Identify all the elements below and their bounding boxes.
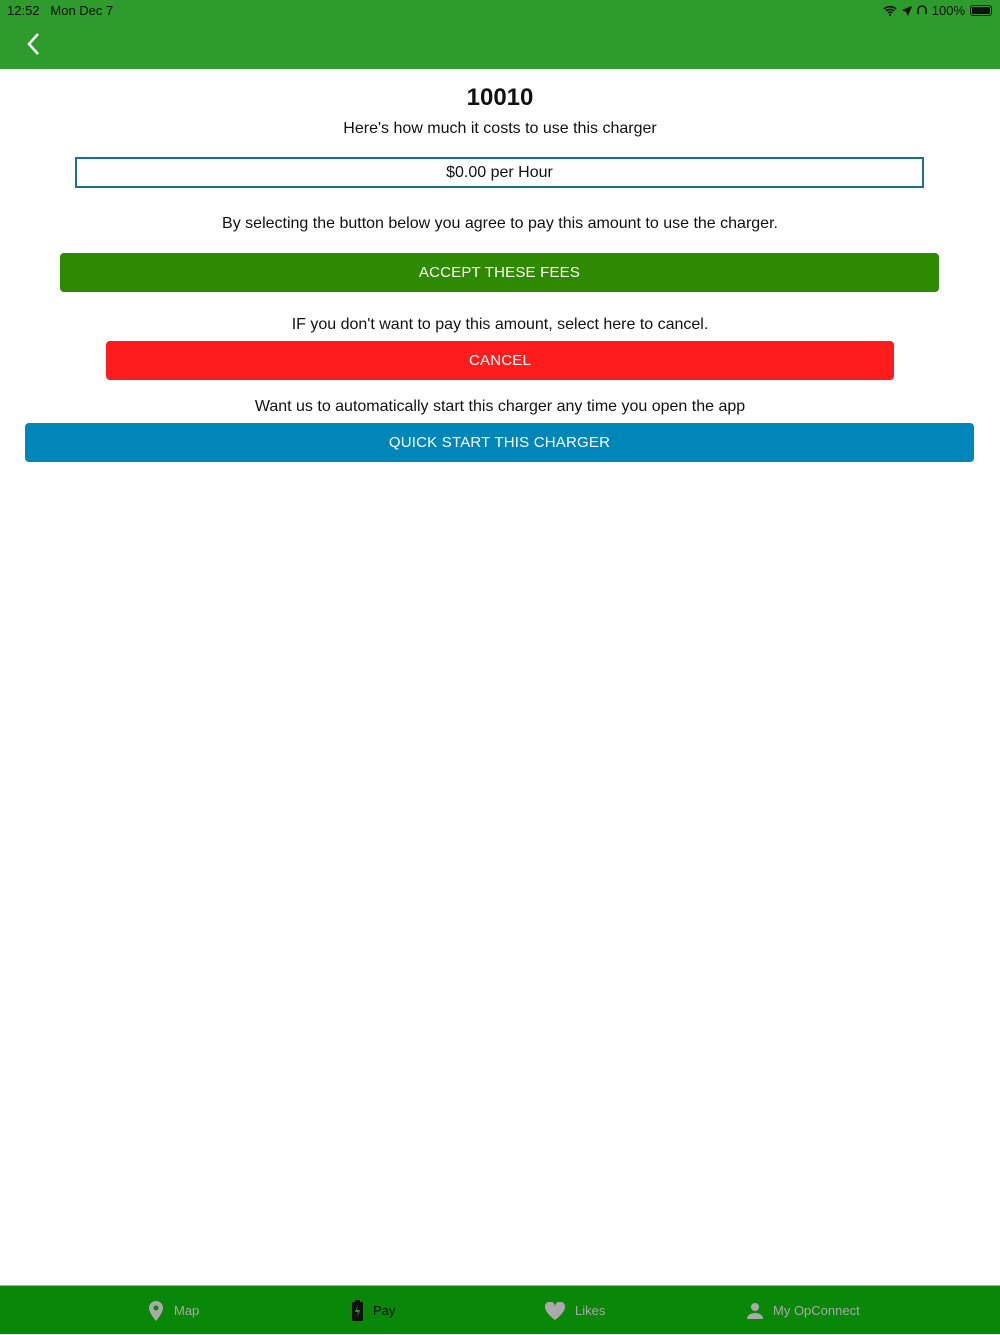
accept-fees-button[interactable]: ACCEPT THESE FEES (60, 253, 939, 292)
agree-text: By selecting the button below you agree to pay this amount to use the charger. (222, 215, 778, 232)
tab-label: My OpConnect (773, 1303, 860, 1318)
tab-bar (0, 1285, 1000, 1334)
time: 12:52 (7, 3, 40, 18)
cancel-button[interactable]: CANCEL (106, 341, 894, 380)
status-time (7, 3, 113, 18)
heart-icon (545, 1302, 565, 1320)
price-display: $0.00 per Hour (75, 157, 924, 188)
status-icons (883, 3, 992, 18)
person-icon (747, 1303, 763, 1319)
battery-icon (970, 5, 992, 16)
wifi-icon (883, 5, 897, 16)
quick-start-text: Want us to automatically start this charger any time you open the app (254, 398, 746, 415)
tab-likes[interactable] (545, 1286, 605, 1335)
tab-my-opconnect[interactable] (747, 1286, 860, 1335)
cancel-text: IF you don't want to pay this amount, select here to cancel. (291, 316, 709, 333)
location-icon (902, 6, 912, 16)
tab-label: Likes (575, 1303, 606, 1318)
battery-charge-icon (352, 1300, 363, 1321)
tab-label: Pay (373, 1303, 396, 1318)
charger-id-title: 10010 (466, 84, 534, 111)
tab-label: Map (174, 1303, 200, 1318)
tab-pay[interactable] (352, 1286, 395, 1335)
battery-percent: 100% (931, 3, 965, 18)
quick-start-button[interactable]: QUICK START THIS CHARGER (25, 423, 974, 462)
nav-header (0, 0, 1000, 69)
map-pin-icon (148, 1301, 164, 1321)
cost-subtitle: Here's how much it costs to use this charger (343, 120, 657, 137)
tab-map[interactable] (148, 1286, 199, 1335)
back-chevron-icon[interactable] (24, 30, 48, 58)
date: Mon Dec 7 (50, 3, 114, 18)
headphones-icon (917, 5, 927, 16)
